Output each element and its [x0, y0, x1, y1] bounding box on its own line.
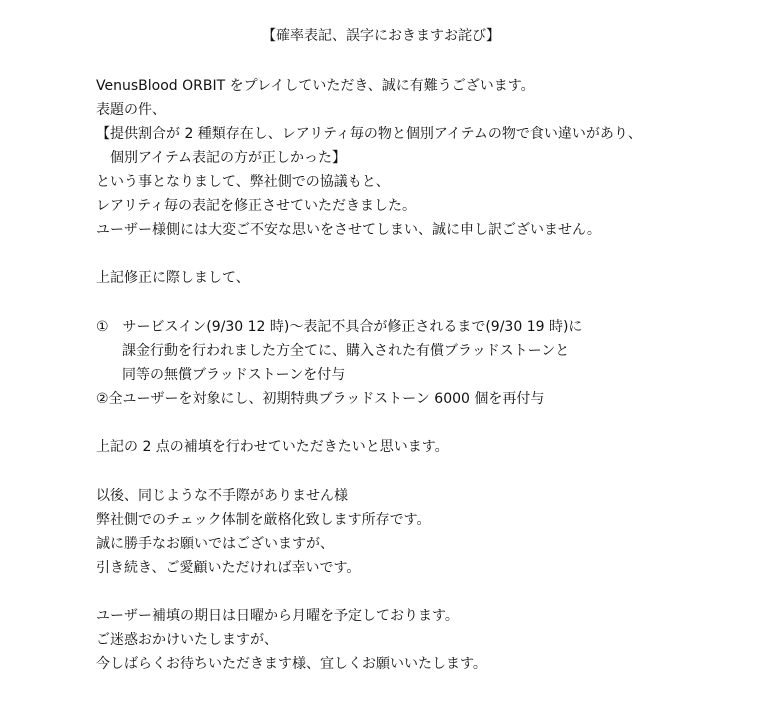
intro-line-6: レアリティ毎の表記を修正させていただきました。 [96, 198, 417, 214]
correction-summary: 上記の 2 点の補填を行わせていただきたいと思います。 [96, 439, 449, 455]
future-line-1: 以後、同じような不手際がありません様 [96, 488, 348, 504]
correction-item1-line3: 同等の無償ブラッドストーンを付与 [122, 367, 346, 383]
correction-item1-line1: ① サービスイン(9/30 12 時)～表記不具合が修正されるまで(9/30 19 時)に [96, 319, 583, 335]
future-line-3: 誠に勝手なお願いではございますが、 [96, 536, 334, 552]
intro-line-3: 【提供割合が 2 種類存在し、レアリティ毎の物と個別アイテムの物で食い違いがあり、 [96, 126, 642, 142]
intro-line-7: ユーザー様側には大変ご不安な思いをさせてしまい、誠に申し訳ございません。 [96, 222, 601, 238]
schedule-line-2: ご迷惑おかけいたしますが、 [96, 632, 278, 648]
correction-item1-line2: 課金行動を行われました方全てに、購入された有償ブラッドストーンと [122, 343, 570, 359]
intro-line-5: という事となりまして、弊社側での協議もと、 [96, 174, 390, 190]
document-title: 【確率表記、誤字におきますお詫び】 [262, 28, 500, 44]
intro-line-2: 表題の件、 [96, 102, 166, 118]
intro-line-1: VenusBlood ORBIT をプレイしていただき、誠に有難うございます。 [96, 78, 535, 94]
correction-item2: ②全ユーザーを対象にし、初期特典ブラッドストーン 6000 個を再付与 [96, 391, 545, 407]
correction-heading: 上記修正に際しまして、 [96, 270, 250, 286]
schedule-line-3: 今しばらくお待ちいただきます様、宜しくお願いいたします。 [96, 656, 487, 672]
future-line-4: 引き続き、ご愛顧いただければ幸いです。 [96, 560, 361, 576]
schedule-line-1: ユーザー補填の期日は日曜から月曜を予定しております。 [96, 608, 459, 624]
intro-line-4: 個別アイテム表記の方が正しかった】 [110, 150, 347, 166]
future-line-2: 弊社側でのチェック体制を厳格化致します所存です。 [96, 512, 431, 528]
